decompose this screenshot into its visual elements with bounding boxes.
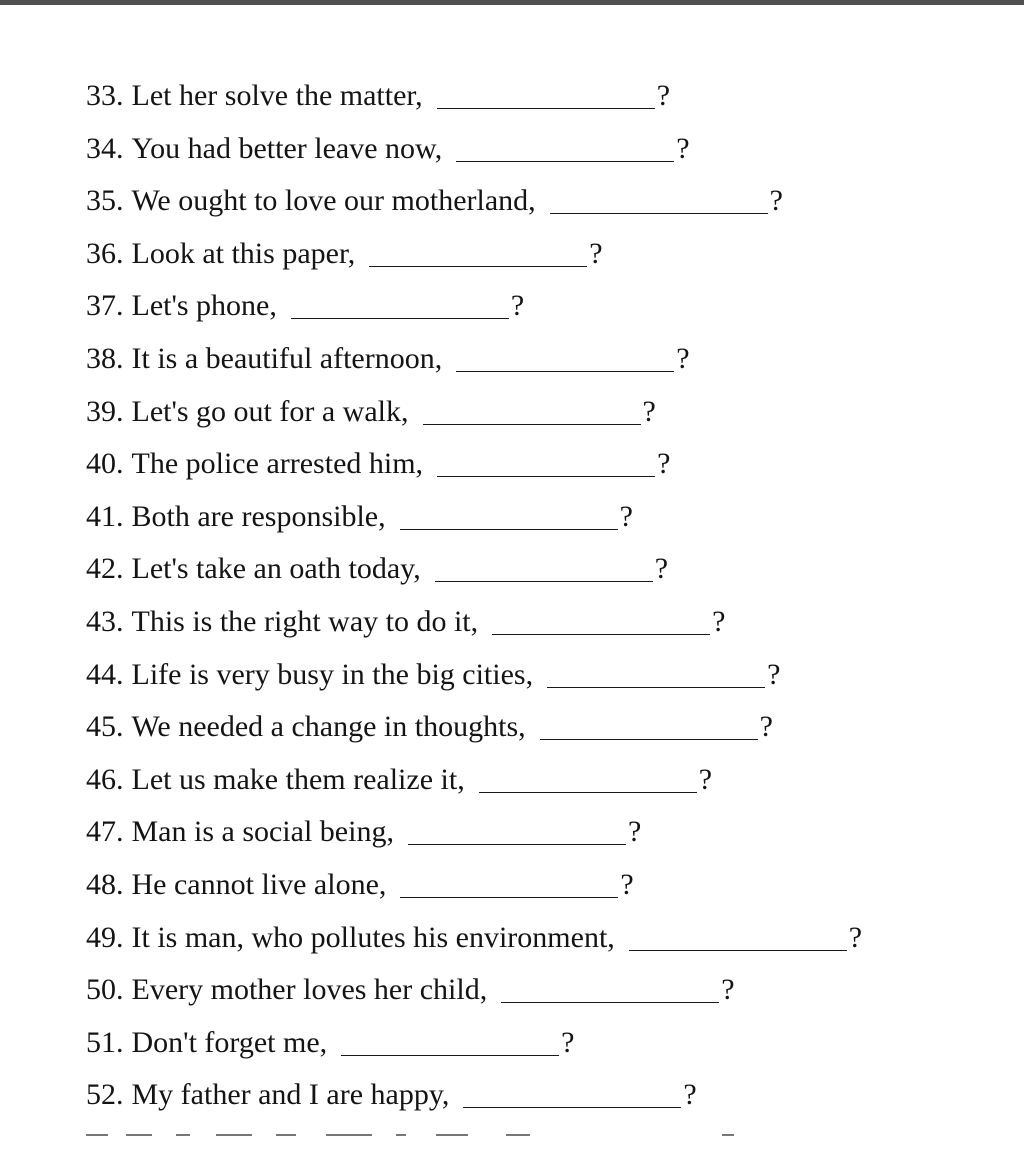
question-item bbox=[86, 175, 1006, 228]
answer-blank[interactable] bbox=[437, 446, 655, 477]
question-mark: ? bbox=[676, 341, 690, 375]
question-number: 41. bbox=[86, 499, 124, 533]
answer-blank[interactable] bbox=[341, 1025, 559, 1056]
question-number: 49. bbox=[86, 920, 124, 954]
answer-blank[interactable] bbox=[456, 341, 674, 372]
question-text: Man is a social being, bbox=[131, 815, 394, 849]
question-mark: ? bbox=[769, 184, 783, 218]
question-item bbox=[86, 438, 1006, 491]
question-number: 34. bbox=[86, 131, 124, 165]
answer-blank[interactable] bbox=[501, 972, 719, 1003]
question-item bbox=[86, 964, 1006, 1017]
question-mark: ? bbox=[676, 131, 690, 165]
question-number: 47. bbox=[86, 815, 124, 849]
answer-blank[interactable] bbox=[492, 604, 710, 635]
question-mark: ? bbox=[721, 973, 735, 1007]
question-mark: ? bbox=[759, 710, 773, 744]
question-mark: ? bbox=[657, 447, 671, 481]
question-item bbox=[86, 333, 1006, 386]
question-text: Don't forget me, bbox=[131, 1025, 328, 1059]
answer-blank[interactable] bbox=[629, 920, 847, 951]
question-list bbox=[86, 70, 1006, 1122]
answer-blank[interactable] bbox=[456, 131, 674, 162]
question-item bbox=[86, 1017, 1006, 1070]
question-number: 46. bbox=[86, 762, 124, 796]
question-item bbox=[86, 859, 1006, 912]
question-number: 50. bbox=[86, 973, 124, 1007]
top-border bbox=[0, 0, 1024, 5]
question-number: 43. bbox=[86, 604, 124, 638]
question-item bbox=[86, 228, 1006, 281]
question-text: Let us make them realize it, bbox=[131, 762, 465, 796]
cropped-next-line bbox=[86, 1134, 746, 1138]
question-item bbox=[86, 386, 1006, 439]
question-text: Both are responsible, bbox=[131, 499, 386, 533]
question-text: Let's phone, bbox=[131, 289, 277, 323]
question-text: Let's go out for a walk, bbox=[131, 394, 409, 428]
question-mark: ? bbox=[698, 762, 713, 796]
question-number: 33. bbox=[86, 79, 124, 112]
question-item bbox=[86, 754, 1006, 807]
answer-blank[interactable] bbox=[369, 236, 587, 267]
question-mark: ? bbox=[619, 499, 633, 533]
question-mark: ? bbox=[620, 867, 634, 901]
question-number: 51. bbox=[86, 1025, 124, 1059]
question-number: 40. bbox=[86, 447, 124, 481]
question-number: 37. bbox=[86, 289, 124, 323]
question-text: Let's take an oath today, bbox=[131, 552, 421, 586]
question-item bbox=[86, 912, 1006, 965]
question-text: We ought to love our motherland, bbox=[131, 184, 536, 218]
question-mark: ? bbox=[683, 1078, 697, 1112]
question-item bbox=[86, 491, 1006, 544]
question-mark: ? bbox=[561, 1025, 575, 1059]
question-number: 42. bbox=[86, 552, 124, 586]
question-text: Every mother loves her child, bbox=[131, 973, 488, 1007]
question-mark: ? bbox=[767, 657, 781, 691]
question-mark: ? bbox=[656, 79, 671, 112]
answer-blank[interactable] bbox=[479, 762, 697, 793]
question-mark: ? bbox=[848, 920, 863, 954]
question-number: 44. bbox=[86, 657, 124, 691]
question-number: 36. bbox=[86, 236, 124, 270]
question-text: You had better leave now, bbox=[131, 131, 443, 165]
question-item bbox=[86, 123, 1006, 176]
question-mark: ? bbox=[654, 552, 669, 586]
answer-blank[interactable] bbox=[540, 709, 758, 740]
question-text: It is man, who pollutes his environment, bbox=[131, 920, 615, 954]
question-text: Look at this paper, bbox=[131, 236, 356, 270]
question-number: 38. bbox=[86, 341, 124, 375]
answer-blank[interactable] bbox=[435, 551, 653, 582]
question-item bbox=[86, 806, 1006, 859]
question-number: 52. bbox=[86, 1078, 124, 1112]
question-mark: ? bbox=[627, 815, 642, 849]
answer-blank[interactable] bbox=[400, 867, 618, 898]
answer-blank[interactable] bbox=[463, 1077, 681, 1108]
question-text: The police arrested him, bbox=[131, 447, 424, 481]
question-mark: ? bbox=[589, 236, 603, 270]
question-mark: ? bbox=[510, 289, 525, 323]
question-text: This is the right way to do it, bbox=[131, 604, 479, 638]
answer-blank[interactable] bbox=[550, 183, 768, 214]
question-item bbox=[86, 70, 1006, 123]
question-mark: ? bbox=[712, 604, 726, 638]
answer-blank[interactable] bbox=[408, 814, 626, 845]
answer-blank[interactable] bbox=[547, 657, 765, 688]
question-text: He cannot live alone, bbox=[131, 867, 387, 901]
question-text: It is a beautiful afternoon, bbox=[131, 341, 443, 375]
question-item bbox=[86, 543, 1006, 596]
question-text: We needed a change in thoughts, bbox=[131, 710, 526, 744]
question-number: 39. bbox=[86, 394, 124, 428]
question-text: Let her solve the matter, bbox=[131, 79, 423, 112]
question-item bbox=[86, 701, 1006, 754]
answer-blank[interactable] bbox=[291, 288, 509, 319]
question-item bbox=[86, 649, 1006, 702]
question-number: 48. bbox=[86, 867, 124, 901]
question-text: My father and I are happy, bbox=[131, 1078, 450, 1112]
answer-blank[interactable] bbox=[437, 78, 655, 109]
question-number: 35. bbox=[86, 184, 124, 218]
question-text: Life is very busy in the big cities, bbox=[131, 657, 534, 691]
question-mark: ? bbox=[642, 394, 656, 428]
question-item bbox=[86, 596, 1006, 649]
question-item bbox=[86, 1069, 1006, 1122]
question-number: 45. bbox=[86, 710, 124, 744]
question-item bbox=[86, 280, 1006, 333]
answer-blank[interactable] bbox=[423, 394, 641, 425]
answer-blank[interactable] bbox=[400, 499, 618, 530]
